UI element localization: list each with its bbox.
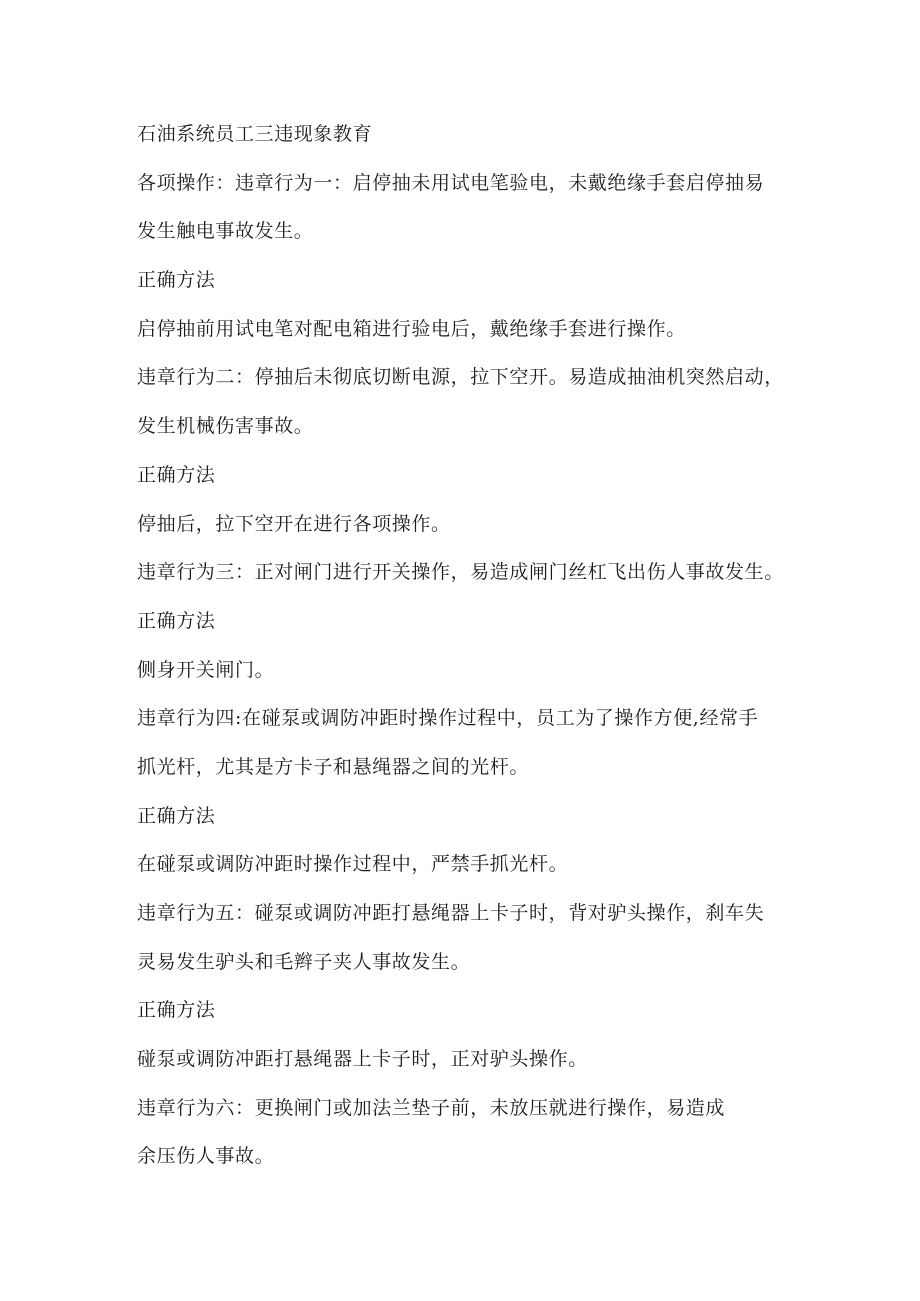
text-line: 灵易发生驴头和毛辫子夹人事故发生。 [137,950,471,973]
text-line: 在碰泵或调防冲距时操作过程中，严禁手抓光杆。 [137,853,569,876]
text-line: 违章行为三：正对闸门进行开关操作，易造成闸门丝杠飞出伤人事故发生。 [137,561,784,584]
text-line: 侧身开关闸门。 [137,658,275,681]
section-heading: 正确方法 [137,269,216,292]
text-line: 违章行为五：碰泵或调防冲距打悬绳器上卡子时，背对驴头操作，刹车失 [137,902,765,924]
text-line: 违章行为二：停抽后未彻底切断电源，拉下空开。易造成抽油机突然启动， [137,366,784,389]
text-line: 违章行为六：更换闸门或加法兰垫子前，未放压就进行操作，易造成 [137,1096,726,1119]
section-heading: 正确方法 [137,999,216,1022]
document-title: 石油系统员工三违现象教育 [137,123,373,145]
section-heading: 正确方法 [137,463,216,486]
text-line: 发生触电事故发生。 [137,220,314,243]
section-heading: 正确方法 [137,804,216,827]
text-line: 抓光杆，尤其是方卡子和悬绳器之间的光杆。 [137,755,530,778]
text-line: 停抽后，拉下空开在进行各项操作。 [137,512,451,535]
section-heading: 正确方法 [137,609,216,632]
text-line: 各项操作：违章行为一：启停抽未用试电笔验电，未戴绝缘手套启停抽易 [137,171,765,194]
document-body [137,110,817,1181]
text-line: 余压伤人事故。 [137,1145,275,1168]
text-line: 启停抽前用试电笔对配电箱进行验电后，戴绝缘手套进行操作。 [137,317,686,340]
text-line: 碰泵或调防冲距打悬绳器上卡子时，正对驴头操作。 [137,1048,588,1071]
text-line: 违章行为四:在碰泵或调防冲距时操作过程中，员工为了操作方便,经常手 [137,707,759,730]
text-line: 发生机械伤害事故。 [137,415,314,438]
